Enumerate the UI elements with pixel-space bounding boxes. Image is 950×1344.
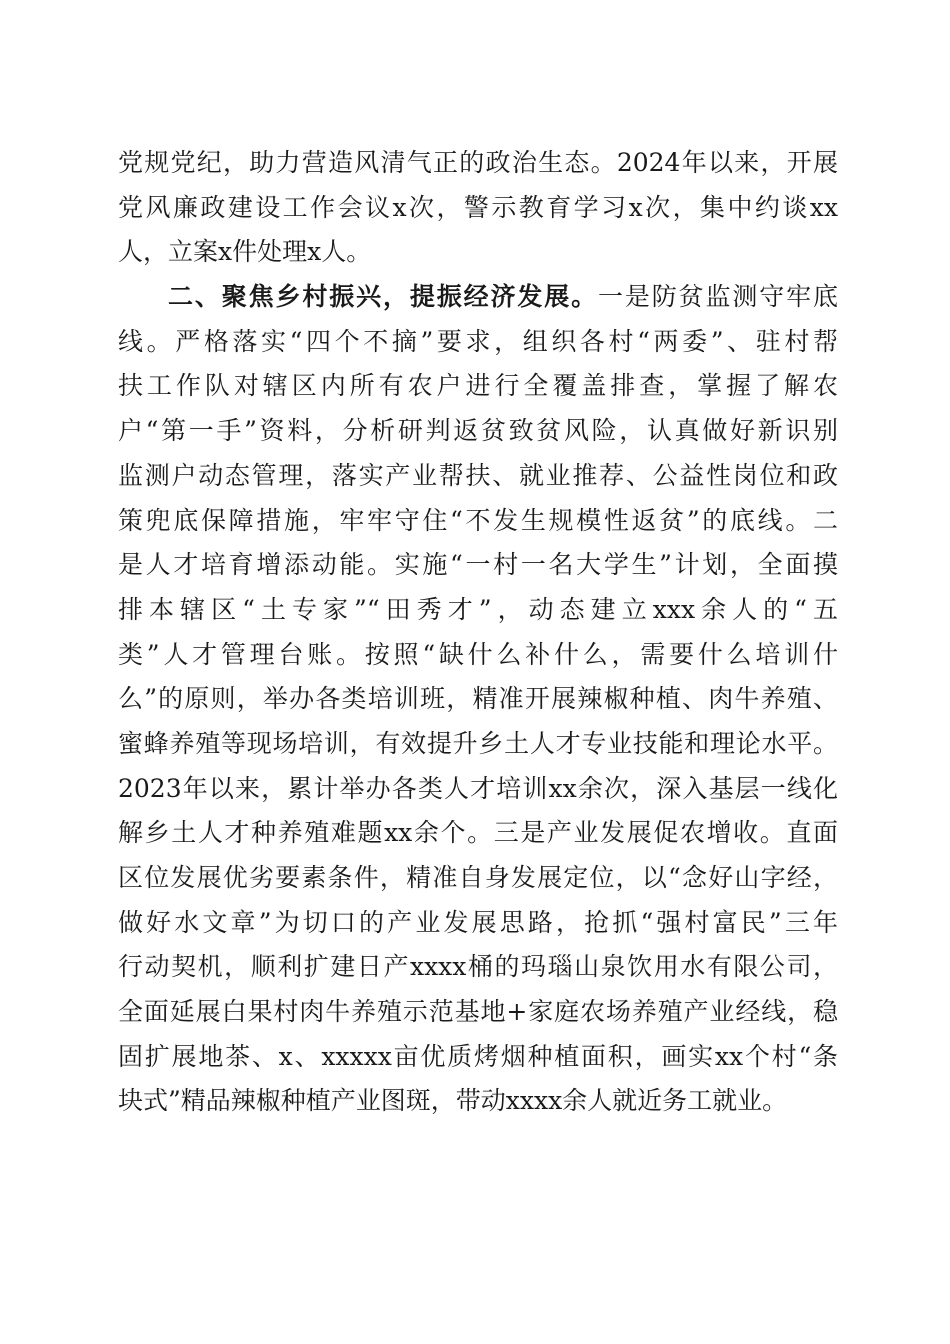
text-line: 党规党纪，助力营造风清气正的政治生态。2024年以来，开展 bbox=[118, 148, 838, 177]
body-text bbox=[118, 141, 838, 1124]
text-line: 人，立案x件处理x人。 bbox=[118, 237, 372, 267]
text-line: 2023年以来，累计举办各类人才培训xx余次，深入基层一线化 bbox=[118, 773, 838, 803]
text-line: 做好水文章”为切口的产业发展思路，抢抓“强村富民”三年 bbox=[118, 907, 838, 937]
text-line: 蜜蜂养殖等现场培训，有效提升乡土人才专业技能和理论水平。 bbox=[118, 728, 838, 758]
text-line: 户“第一手”资料，分析研判返贫致贫风险，认真做好新识别 bbox=[118, 416, 838, 446]
text-line: 策兜底保障措施，牢牢守住“不发生规模性返贫”的底线。二 bbox=[118, 505, 838, 535]
section-heading-line bbox=[118, 275, 838, 320]
text-line: 排本辖区“土专家”“田秀才”，动态建立xxx余人的“五 bbox=[118, 594, 838, 624]
text-line: 固扩展地茶、x、xxxxx亩优质烤烟种植面积，画实xx个村“条 bbox=[118, 1041, 838, 1071]
text-line: 线。严格落实“四个不摘”要求，组织各村“两委”、驻村帮 bbox=[118, 326, 838, 356]
section-heading: 二、聚焦乡村振兴，提振经济发展。 bbox=[168, 282, 598, 312]
text-line: 么”的原则，举办各类培训班，精准开展辣椒种植、肉牛养殖、 bbox=[118, 684, 838, 714]
text-span: 一是防贫监测守牢底 bbox=[597, 282, 838, 312]
text-line: 行动契机，顺利扩建日产xxxx桶的玛瑙山泉饮用水有限公司， bbox=[118, 952, 838, 982]
text-line: 类”人才管理台账。按照“缺什么补什么，需要什么培训什 bbox=[118, 639, 838, 669]
text-line: 监测户动态管理，落实产业帮扶、就业推荐、公益性岗位和政 bbox=[118, 460, 838, 490]
text-line: 区位发展优劣要素条件，精准自身发展定位，以“念好山字经， bbox=[118, 863, 838, 892]
text-line: 是人才培育增添动能。实施“一村一名大学生”计划，全面摸 bbox=[118, 550, 838, 580]
text-line: 全面延展白果村肉牛养殖示范基地+家庭农场养殖产业经线，稳 bbox=[118, 997, 838, 1027]
text-line: 解乡土人才种养殖难题xx余个。三是产业发展促农增收。直面 bbox=[118, 818, 838, 848]
text-line: 扶工作队对辖区内所有农户进行全覆盖排查，掌握了解农 bbox=[118, 371, 838, 401]
text-line: 党风廉政建设工作会议x次，警示教育学习x次，集中约谈xx bbox=[118, 192, 838, 222]
text-line: 块式”精品辣椒种植产业图斑，带动xxxx余人就近务工就业。 bbox=[118, 1086, 788, 1116]
